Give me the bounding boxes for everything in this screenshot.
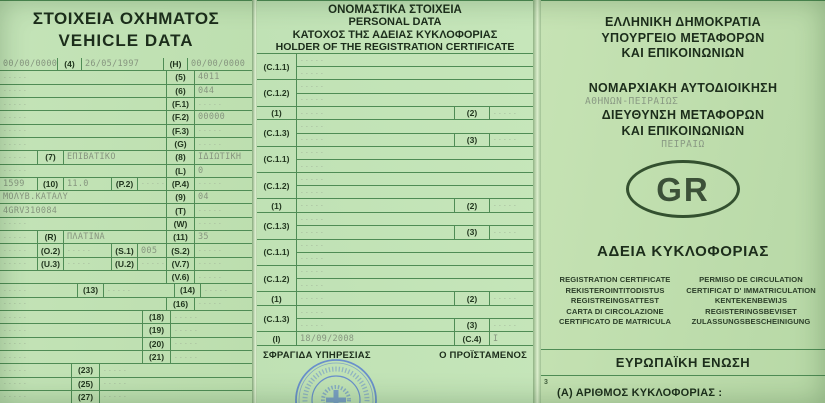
field-value: ΠΛΑΤΙΝΑ	[64, 231, 167, 243]
field-label: (T)	[167, 204, 195, 216]
field-value: -----	[300, 188, 326, 196]
field-value: -----	[0, 324, 143, 336]
field-label: (L)	[167, 165, 195, 177]
prefecture-label: ΝΟΜΑΡΧΙΑΚΗ ΑΥΤΟΔΙΟΙΚΗΣΗ	[588, 80, 778, 95]
form-row	[0, 138, 252, 151]
field-value: -----	[198, 260, 224, 268]
field-value: -----	[204, 286, 230, 294]
field-value: -----	[0, 125, 167, 137]
european-union-strip	[541, 349, 825, 376]
form-row	[0, 191, 252, 204]
field-value: -----	[198, 300, 224, 308]
form-row	[297, 120, 533, 133]
field-label: (G)	[167, 138, 195, 150]
form-row	[297, 266, 533, 279]
field-value: 4011	[198, 72, 220, 83]
form-row	[0, 338, 252, 351]
field-value: -----	[103, 380, 129, 388]
holder-title-line: HOLDER OF THE REGISTRATION CERTIFICATE	[275, 41, 515, 54]
field-value: -----	[138, 178, 167, 190]
field-value: -----	[104, 284, 175, 296]
form-row	[0, 58, 252, 71]
translations-column-2	[683, 275, 819, 328]
form-row	[0, 284, 252, 297]
form-row	[0, 311, 252, 324]
field-value: -----	[198, 100, 224, 108]
form-row	[0, 204, 252, 217]
field-label: (14)	[175, 284, 201, 296]
form-row	[0, 378, 252, 391]
field-label: (13)	[78, 284, 104, 296]
field-value: 005	[138, 244, 167, 256]
field-value: -----	[493, 109, 519, 117]
field-label: (S.2)	[167, 244, 195, 256]
service-stamp-caption: ΣΦΡΑΓΙΔΑ ΥΠΗΡΕΣΙΑΣ	[263, 350, 371, 361]
field-label: (P.4)	[167, 178, 195, 190]
field-value: -----	[297, 292, 455, 305]
field-label: (C.1.2)	[257, 266, 297, 291]
field-label: (C.1.2)	[257, 80, 297, 105]
form-row-group	[257, 306, 533, 332]
field-value: -----	[0, 284, 78, 296]
field-label: (1)	[257, 199, 297, 212]
field-value: -----	[300, 123, 326, 130]
field-value: -----	[300, 69, 326, 77]
field-value: -----	[138, 258, 167, 270]
field-label: (3)	[455, 226, 490, 238]
holder-title-line: ΟΝΟΜΑΣΤΙΚΑ ΣΤΟΙΧΕΙΑ	[328, 4, 462, 16]
form-row	[297, 54, 533, 67]
form-row	[0, 258, 252, 271]
form-row	[0, 71, 252, 84]
field-value: 0	[198, 165, 204, 176]
field-value: -----	[174, 313, 200, 321]
form-row-group	[257, 240, 533, 266]
field-label: (2)	[455, 107, 490, 120]
ministry-line: ΥΠΟΥΡΓΕΙΟ ΜΕΤΑΦΟΡΩΝ	[601, 30, 765, 45]
field-value: -----	[198, 180, 224, 188]
form-row	[297, 240, 533, 253]
field-value: -----	[300, 175, 326, 183]
field-value: -----	[0, 378, 72, 390]
field-value: -----	[300, 215, 326, 223]
field-value: I	[493, 333, 499, 344]
field-value	[0, 271, 167, 283]
form-row	[0, 165, 252, 178]
field-value: -----	[297, 199, 455, 212]
field-value: -----	[300, 242, 326, 250]
field-label: (V.6)	[167, 271, 195, 283]
field-value: -----	[0, 218, 167, 230]
field-value: -----	[0, 151, 38, 163]
field-label: (R)	[38, 231, 64, 243]
field-label: (7)	[38, 151, 64, 163]
field-label: (V.7)	[167, 258, 195, 270]
field-label: (4)	[58, 58, 82, 70]
holder-data-panel	[256, 0, 534, 403]
field-value: -----	[300, 96, 326, 104]
translation-line: REGISTRATION CERTIFICATE	[559, 275, 671, 284]
field-label: (3)	[455, 319, 490, 331]
field-label: (U.2)	[112, 258, 138, 270]
holder-title-line: PERSONAL DATA	[348, 16, 442, 29]
vehicle-data-title-english: VEHICLE DATA	[58, 31, 194, 50]
field-value: 11.0	[64, 178, 112, 190]
form-row	[297, 319, 533, 331]
field-value: -----	[300, 255, 326, 263]
form-row-group	[257, 173, 533, 199]
field-label: (5)	[167, 71, 195, 83]
authority-panel	[540, 0, 825, 403]
field-value: -----	[103, 393, 129, 401]
field-value: -----	[297, 226, 455, 238]
form-row	[297, 306, 533, 319]
form-row	[297, 173, 533, 186]
holder-title-line: ΚΑΤΟΧΟΣ ΤΗΣ ΑΔΕΙΑΣ ΚΥΚΛΟΦΟΡΙΑΣ	[292, 28, 498, 41]
field-label: (16)	[167, 298, 195, 310]
form-row	[0, 271, 252, 284]
field-value: ΙΔΙΩΤΙΚΗ	[198, 152, 242, 163]
directorate-line: ΔΙΕΥΘΥΝΣΗ ΜΕΤΑΦΟΡΩΝ	[601, 108, 765, 122]
field-label: (W)	[167, 218, 195, 230]
field-label: (C.1.1)	[257, 147, 297, 172]
field-value: -----	[493, 136, 519, 144]
field-value: -----	[300, 56, 326, 64]
service-stamp-icon	[293, 357, 379, 403]
form-row	[297, 67, 533, 79]
translation-line: REGISTREINGSATTEST	[570, 296, 660, 305]
field-value: -----	[198, 207, 224, 215]
field-value: 04	[198, 192, 209, 203]
vehicle-data-title	[0, 1, 252, 58]
field-value: -----	[0, 338, 143, 350]
field-label: (11)	[167, 231, 195, 243]
field-value: -----	[198, 273, 224, 281]
field-value: -----	[0, 391, 72, 403]
field-value: -----	[64, 244, 112, 256]
fold-crease	[252, 0, 257, 403]
prefecture-value: ΑΘΗΝΩΝ-ΠΕΙΡΑΙΩΣ	[585, 96, 679, 107]
field-value: -----	[0, 258, 38, 270]
field-value: -----	[300, 162, 326, 170]
form-row	[297, 186, 533, 198]
field-value: 18/09/2008	[297, 332, 455, 345]
field-value: -----	[300, 268, 326, 276]
form-row	[297, 147, 533, 160]
field-value: ΜΟΛΥΒ.ΚΑΤΑΛΥ	[0, 191, 167, 203]
field-value: 26/05/1997	[82, 58, 164, 70]
translation-line: PERMISO DE CIRCULATION	[699, 275, 803, 284]
field-value: -----	[198, 140, 224, 148]
field-value: -----	[198, 127, 224, 135]
field-value: -----	[297, 319, 455, 331]
vehicle-data-grid	[0, 58, 252, 403]
field-label: (C.1.3)	[257, 306, 297, 331]
field-label: (C.1.3)	[257, 120, 297, 145]
form-row	[0, 364, 252, 377]
field-value: -----	[297, 107, 455, 120]
fold-crease	[533, 0, 541, 403]
field-value: 00/00/0000	[0, 58, 58, 70]
field-label: (6)	[167, 85, 195, 97]
form-row	[297, 80, 533, 93]
field-value: 00000	[198, 112, 226, 123]
field-value: -----	[0, 85, 167, 97]
form-row	[0, 231, 252, 244]
translations-column-1	[547, 275, 683, 328]
field-label: (21)	[143, 351, 171, 363]
field-value: -----	[300, 149, 326, 157]
translation-line: CERTIFICAT D' IMMATRICULATION	[686, 285, 816, 295]
holder-data-grid	[257, 54, 533, 346]
ministry-line: ΚΑΙ ΕΠΙΚΟΙΝΩΝΙΩΝ	[621, 46, 745, 60]
title-translations	[541, 275, 825, 328]
directorate-line: ΚΑΙ ΕΠΙΚΟΙΝΩΝΙΩΝ	[621, 123, 745, 138]
form-row	[0, 178, 252, 191]
field-value: -----	[0, 138, 167, 150]
form-row	[297, 226, 533, 238]
form-row-group	[257, 147, 533, 173]
field-label: (27)	[72, 391, 100, 403]
field-value: -----	[0, 71, 167, 83]
field-value: -----	[0, 111, 167, 123]
field-value: -----	[0, 364, 72, 376]
field-label: (9)	[167, 191, 195, 203]
form-row	[297, 94, 533, 106]
form-row	[297, 279, 533, 291]
form-row	[0, 298, 252, 311]
field-label: (8)	[167, 151, 195, 163]
field-label: (F.3)	[167, 125, 195, 137]
field-label: (25)	[72, 378, 100, 390]
field-label: (1)	[257, 292, 297, 305]
field-value: -----	[0, 351, 143, 363]
field-value: -----	[0, 311, 143, 323]
vehicle-data-panel	[0, 0, 253, 403]
field-label: (19)	[143, 324, 171, 336]
field-value: -----	[0, 98, 167, 110]
field-label: (C.1.1)	[257, 240, 297, 265]
field-value: -----	[198, 247, 224, 255]
form-row	[297, 134, 533, 146]
form-row-group	[257, 80, 533, 106]
registration-number-label: (Α) ΑΡΙΘΜΟΣ ΚΥΚΛΟΦΟΡΙΑΣ :	[557, 387, 723, 399]
field-label: (C.1.3)	[257, 213, 297, 238]
field-label: (C.1.2)	[257, 173, 297, 198]
translation-line: REGISTERINGSBEVISET	[705, 306, 797, 316]
field-label: (F.1)	[167, 98, 195, 110]
footnote-mark: 3	[544, 378, 548, 386]
field-value: -----	[198, 220, 224, 228]
field-value: -----	[64, 258, 112, 270]
field-label: (1)	[257, 107, 297, 120]
form-row	[0, 111, 252, 124]
field-value: -----	[493, 202, 519, 210]
holder-data-title	[257, 1, 533, 54]
field-value: -----	[493, 295, 519, 303]
field-label: (U.3)	[38, 258, 64, 270]
field-value: 044	[198, 85, 215, 96]
field-label: (18)	[143, 311, 171, 323]
field-value: -----	[297, 134, 455, 146]
field-label: (2)	[455, 199, 490, 212]
directorate-value: ΠΕΙΡΑΙΩ	[661, 139, 705, 150]
form-row-group	[257, 266, 533, 292]
registration-number-row	[541, 376, 825, 403]
translation-line: REKISTEROINTITODISTUS	[565, 285, 665, 295]
translation-line: ZULASSUNGSBESCHEINIGUNG	[691, 317, 811, 326]
field-value: -----	[0, 298, 167, 310]
field-label: (23)	[72, 364, 100, 376]
field-label: (P.2)	[112, 178, 138, 190]
form-row	[0, 85, 252, 98]
field-label: (C.4)	[455, 332, 490, 345]
field-value: -----	[0, 244, 38, 256]
field-value: -----	[493, 228, 519, 236]
field-value: 1599	[0, 178, 38, 190]
field-value: 35	[198, 232, 209, 243]
field-value: -----	[174, 340, 200, 348]
field-value: -----	[493, 321, 519, 329]
eu-label: ΕΥΡΩΠΑΪΚΗ ΕΝΩΣΗ	[615, 354, 751, 370]
translation-line: CARTA DI CIRCOLAZIONE	[566, 306, 664, 316]
country-oval-badge	[626, 160, 740, 218]
field-value: -----	[0, 231, 38, 243]
field-value: -----	[300, 281, 326, 289]
form-row-group	[257, 54, 533, 80]
field-value: 4GRV310084	[0, 204, 167, 216]
form-row	[0, 391, 252, 403]
field-label: (S.1)	[112, 244, 138, 256]
field-label: (H)	[164, 58, 188, 70]
republic-line: ΕΛΛΗΝΙΚΗ ΔΗΜΟΚΡΑΤΙΑ	[604, 15, 761, 29]
field-label: (O.2)	[38, 244, 64, 256]
form-row	[297, 253, 533, 265]
field-label: (10)	[38, 178, 64, 190]
form-row	[0, 151, 252, 164]
document-title: ΑΔΕΙΑ ΚΥΚΛΟΦΟΡΙΑΣ	[597, 243, 769, 260]
form-row	[297, 160, 533, 172]
field-label: (I)	[257, 332, 297, 345]
field-value: -----	[103, 366, 129, 374]
field-value: ΕΠΙΒΑΤΙΚΟ	[64, 151, 167, 163]
translation-line: CERTIFICATO DE MATRICULA	[558, 317, 672, 326]
form-row	[257, 199, 533, 213]
field-label: (2)	[455, 292, 490, 305]
field-value: -----	[174, 353, 200, 361]
field-value: 00/00/0000	[191, 59, 246, 70]
field-label: (C.1.1)	[257, 54, 297, 79]
field-label: (20)	[143, 338, 171, 350]
field-value: -----	[300, 308, 326, 316]
form-row-group	[257, 213, 533, 239]
form-row	[0, 98, 252, 111]
translation-line: KENTEKENBEWIJS	[714, 296, 788, 305]
country-code: GR	[656, 170, 710, 208]
field-label: (3)	[455, 134, 490, 146]
officer-caption: Ο ΠΡΟΪΣΤΑΜΕΝΟΣ	[439, 350, 527, 361]
field-value: -----	[174, 326, 200, 334]
vehicle-data-title-greek: ΣΤΟΙΧΕΙΑ ΟΧΗΜΑΤΟΣ	[32, 9, 220, 28]
field-label: (F.2)	[167, 111, 195, 123]
form-row	[0, 125, 252, 138]
form-row	[257, 292, 533, 306]
form-row	[297, 213, 533, 226]
form-row	[0, 244, 252, 257]
field-value: -----	[300, 82, 326, 90]
field-value: -----	[0, 165, 167, 177]
form-row	[0, 218, 252, 231]
form-row	[257, 107, 533, 121]
form-row-group	[257, 120, 533, 146]
form-row	[0, 351, 252, 364]
form-row	[0, 324, 252, 337]
form-row	[257, 332, 533, 346]
